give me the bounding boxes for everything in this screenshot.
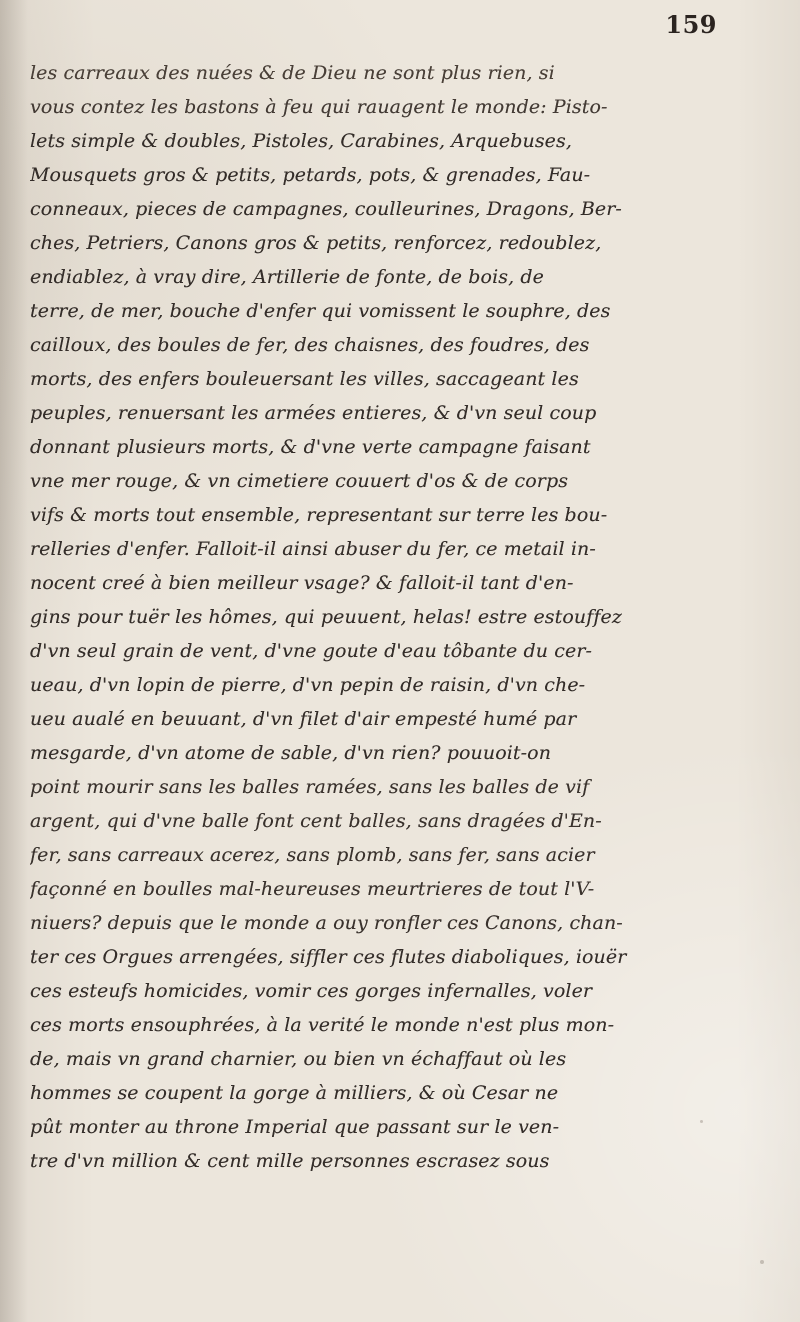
page-number: 159: [665, 10, 717, 39]
text-line: façonné en boulles mal-heureuses meurtrieres de tout l'V-: [30, 878, 595, 900]
text-line: ter ces Orgues arrengées, siffler ces flutes diaboliques, iouër: [30, 946, 627, 968]
text-line: mesgarde, d'vn atome de sable, d'vn rien? pouuoit-on: [30, 742, 552, 764]
text-line: pût monter au throne Imperial que passant sur le ven-: [30, 1116, 560, 1138]
text-line: de, mais vn grand charnier, ou bien vn échaffaut où les: [30, 1048, 567, 1070]
text-line: hommes se coupent la gorge à milliers, & où Cesar ne: [30, 1082, 559, 1104]
text-line: gins pour tuër les hômes, qui peuuent, helas! estre estouffez: [30, 606, 622, 628]
text-line: lets simple & doubles, Pistoles, Carabines, Arquebuses,: [30, 130, 573, 152]
page-edge-shadow: [0, 0, 28, 1322]
text-line: terre, de mer, bouche d'enfer qui vomissent le souphre, des: [30, 300, 611, 322]
text-line: relleries d'enfer. Falloit-il ainsi abuser du fer, ce metail in-: [30, 538, 596, 560]
body-text: [30, 56, 778, 1178]
text-line: endiablez, à vray dire, Artillerie de fonte, de bois, de: [30, 266, 544, 288]
text-line: nocent creé à bien meilleur vsage? & falloit-il tant d'en-: [30, 572, 574, 594]
text-line: ces esteufs homicides, vomir ces gorges infernalles, voler: [30, 980, 593, 1002]
text-line: les carreaux des nuées & de Dieu ne sont plus rien, si: [30, 62, 555, 84]
text-line: vne mer rouge, & vn cimetiere couuert d'os & de corps: [30, 470, 569, 492]
text-line: ueau, d'vn lopin de pierre, d'vn pepin de raisin, d'vn che-: [30, 674, 586, 696]
text-line: fer, sans carreaux acerez, sans plomb, sans fer, sans acier: [30, 844, 595, 866]
text-line: vous contez les bastons à feu qui rauagent le monde: Pisto-: [30, 96, 608, 118]
text-line: vifs & morts tout ensemble, representant sur terre les bou-: [30, 504, 608, 526]
text-line: ueu aualé en beuuant, d'vn filet d'air empesté humé par: [30, 708, 577, 730]
text-line: niuers? depuis que le monde a ouy ronfler ces Canons, chan-: [30, 912, 623, 934]
text-line: ces morts ensouphrées, à la verité le monde n'est plus mon-: [30, 1014, 615, 1036]
text-line: conneaux, pieces de campagnes, coulleurines, Dragons, Ber-: [30, 198, 622, 220]
text-line: peuples, renuersant les armées entieres, & d'vn seul coup: [30, 402, 597, 424]
ink-speck: [700, 1120, 703, 1123]
text-line: argent, qui d'vne balle font cent balles, sans dragées d'En-: [30, 810, 602, 832]
text-line: donnant plusieurs morts, & d'vne verte campagne faisant: [30, 436, 591, 458]
text-line: cailloux, des boules de fer, des chaisnes, des foudres, des: [30, 334, 590, 356]
text-line: ches, Petriers, Canons gros & petits, renforcez, redoublez,: [30, 232, 602, 254]
text-line: point mourir sans les balles ramées, sans les balles de vif: [30, 776, 590, 798]
ink-speck: [760, 1260, 764, 1264]
text-line: Mousquets gros & petits, petards, pots, & grenades, Fau-: [30, 164, 591, 186]
text-line: morts, des enfers bouleuersant les villes, saccageant les: [30, 368, 579, 390]
text-line: tre d'vn million & cent mille personnes escrasez sous: [30, 1150, 550, 1172]
text-line: d'vn seul grain de vent, d'vne goute d'eau tôbante du cer-: [30, 640, 593, 662]
